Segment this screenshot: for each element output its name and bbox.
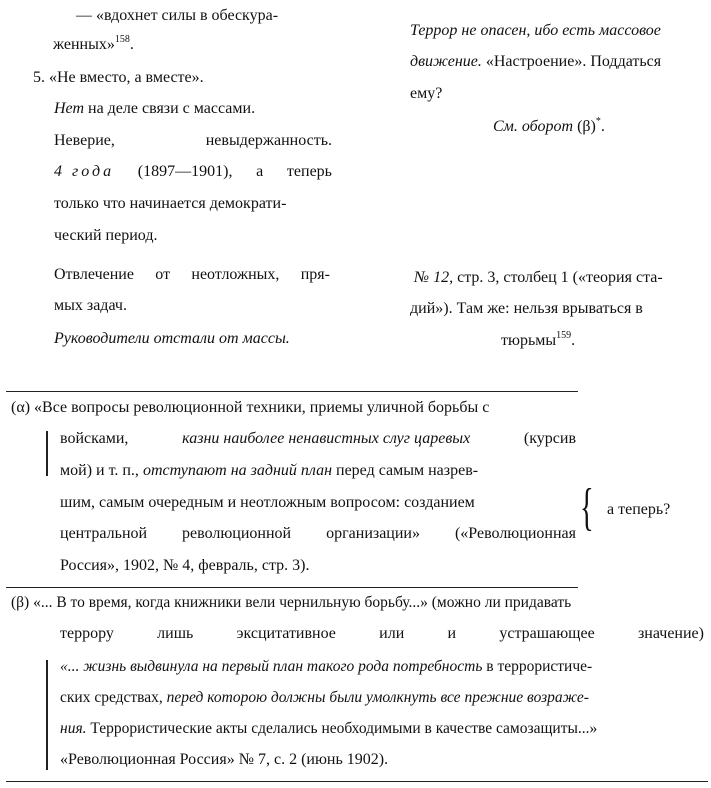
- left-line-9-b: от: [155, 266, 171, 283]
- alpha-line-2-a: войсками,: [60, 430, 129, 447]
- right-line-2: [410, 52, 661, 72]
- right-line-4: [493, 117, 605, 137]
- left-line-11: Руководители отстали от массы.: [54, 330, 290, 347]
- alpha-line-5-d: («Революционная: [454, 525, 576, 542]
- alpha-line-2-italic: казни наиболее ненавистных слуг царевых: [182, 430, 471, 447]
- right-line-5-text: стр. 3, столбец 1 («теория ста-: [453, 269, 663, 286]
- alpha-line-3-italic: отступают на задний план: [142, 462, 333, 479]
- alpha-brace: {: [580, 479, 594, 536]
- left-line-4-italic: Нет: [54, 100, 84, 117]
- alpha-line-5-a: центральной: [60, 525, 148, 542]
- alpha-line-5: [60, 524, 576, 544]
- beta-line-2-d: или: [379, 625, 405, 642]
- beta-line-2: [60, 624, 704, 644]
- alpha-top-rule: [6, 391, 578, 392]
- left-line-6-years: 4 года: [54, 163, 115, 180]
- beta-line-3: [60, 657, 592, 677]
- right-line-3: ему?: [410, 85, 443, 102]
- right-line-7-end: .: [571, 332, 576, 349]
- left-line-4: [54, 99, 255, 119]
- left-line-6-b: (1897—1901),: [137, 163, 233, 180]
- beta-line-3-text: в террористиче-: [482, 658, 593, 675]
- beta-line-2-g: значение): [637, 625, 704, 642]
- left-line-2-text: женных»: [53, 36, 115, 53]
- right-line-7: [501, 331, 575, 351]
- alpha-line-3-a: мой) и т. п.,: [60, 462, 143, 479]
- alpha-line-3-b: перед самым назрев-: [332, 462, 479, 479]
- beta-line-2-e: и: [447, 625, 457, 642]
- alpha-line-5-b: революционной: [182, 525, 292, 542]
- left-line-4-text: на деле связи с массами.: [84, 100, 256, 117]
- beta-line-2-a: террору: [60, 625, 114, 642]
- footnote-159: 159: [556, 330, 572, 341]
- left-line-6-c: а: [256, 163, 264, 180]
- left-line-5-a: Неверие,: [54, 132, 115, 149]
- beta-line-2-c: эксцитативное: [236, 625, 336, 642]
- alpha-line-1: (α) «Все вопросы революционной техники, приемы уличной борьбы с: [11, 399, 490, 416]
- right-line-1: Террор не опасен, ибо есть массовое: [410, 22, 661, 39]
- beta-line-4-italic: перед которою должны были умолкнуть все прежние возраже-: [166, 689, 589, 706]
- alpha-line-2-b: (курсив: [523, 430, 576, 447]
- left-line-6: [54, 162, 332, 182]
- left-line-2-end: .: [129, 36, 134, 53]
- right-line-6: дий»). Там же: нельзя врываться в: [410, 300, 643, 317]
- alpha-aside: а теперь?: [607, 501, 671, 518]
- left-line-9: [54, 265, 330, 285]
- beta-line-6: «Революционная Россия» № 7, с. 2 (июнь 1902).: [60, 751, 389, 768]
- left-line-7: только что начинается демократи-: [54, 195, 287, 212]
- right-line-4-text: (β): [573, 118, 596, 135]
- beta-line-5-text: Террористические акты сделались необходимыми в качестве самозащиты...»: [86, 720, 598, 737]
- item-5-heading: 5. «Не вместо, а вместе».: [33, 69, 204, 86]
- beta-top-rule: [6, 587, 578, 588]
- beta-line-2-b: лишь: [157, 625, 194, 642]
- left-line-8: ческий период.: [54, 227, 158, 244]
- left-line-2: [53, 35, 134, 55]
- right-line-5-italic: № 12,: [414, 269, 454, 286]
- left-line-5: [54, 131, 332, 151]
- beta-bottom-rule: [6, 781, 708, 782]
- beta-line-2-f: устрашающее: [499, 625, 595, 642]
- alpha-side-bar: [46, 431, 48, 476]
- left-line-9-a: Отвлечение: [54, 266, 134, 283]
- alpha-line-6: Россия», 1902, № 4, февраль, стр. 3).: [60, 557, 310, 574]
- left-line-6-d: теперь: [286, 163, 332, 180]
- beta-line-4: [60, 688, 589, 708]
- right-line-2-text: «Настроение». Поддаться: [481, 53, 662, 70]
- left-line-5-b: невыдержанность.: [205, 132, 332, 149]
- alpha-line-5-c: организации»: [326, 525, 420, 542]
- beta-line-1: (β) «... В то время, когда книжники вели чернильную борьбу...» (можно ли придавать: [11, 594, 572, 611]
- beta-line-3-italic: «... жизнь выдвинула на первый план такого рода потребность: [60, 658, 483, 675]
- footnote-158: 158: [114, 34, 130, 45]
- left-line-9-d: пря-: [300, 266, 330, 283]
- right-line-4-end: .: [600, 118, 605, 135]
- beta-line-5: [60, 719, 597, 739]
- right-line-4-italic: См. оборот: [493, 118, 574, 135]
- right-line-5: [414, 268, 663, 288]
- left-line-1: — «вдохнет силы в обескура-: [76, 7, 279, 24]
- alpha-line-4: шим, самым очередным и неотложным вопросом: созданием: [60, 494, 475, 511]
- left-line-10: мых задач.: [54, 297, 127, 314]
- beta-line-5-italic: ния.: [60, 720, 87, 737]
- alpha-line-2: [60, 429, 576, 449]
- alpha-line-3: [60, 461, 478, 481]
- beta-side-bar: [46, 660, 48, 770]
- right-line-2-italic: движение.: [410, 53, 482, 70]
- asterisk-note: *: [595, 116, 601, 127]
- left-line-9-c: неотложных,: [191, 266, 280, 283]
- right-line-7-text: тюрьмы: [501, 332, 557, 349]
- beta-line-4-a: ских средствах,: [60, 689, 167, 706]
